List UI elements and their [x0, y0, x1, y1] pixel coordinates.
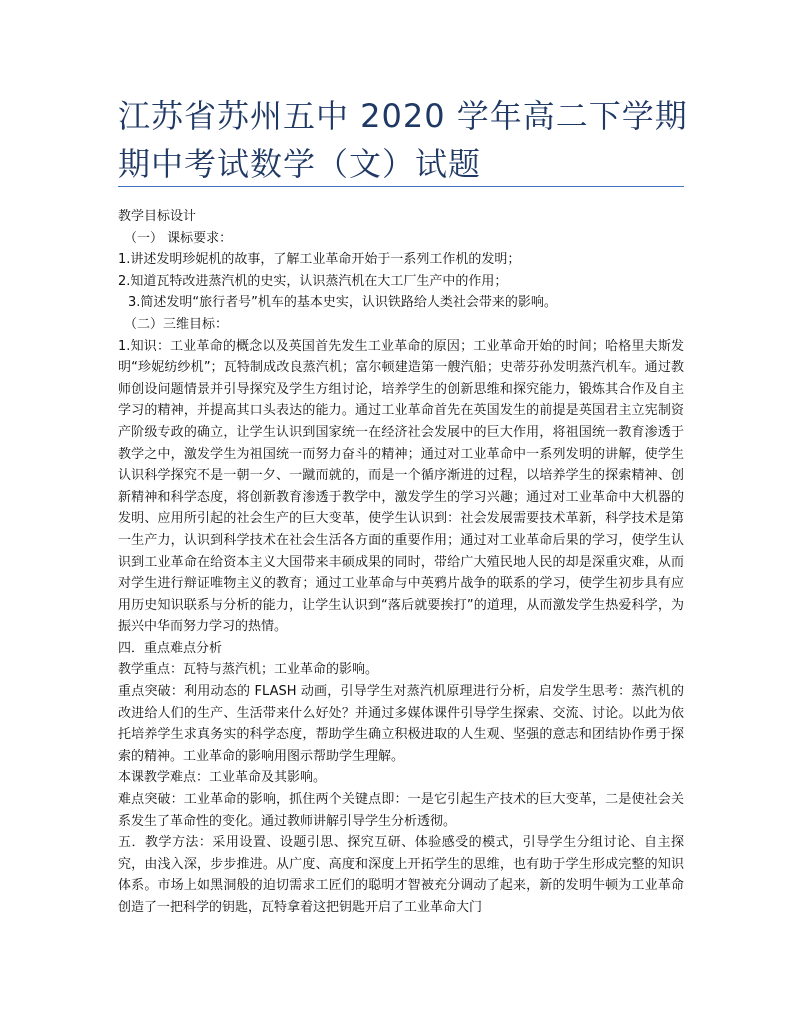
paragraph: 教学目标设计	[118, 209, 197, 224]
paragraph: （二）三维目标：	[124, 316, 229, 332]
document-body	[118, 206, 684, 919]
paragraph: 重点突破：利用动态的 FLASH 动画，引导学生对蒸汽机原理进行分析，启发学生思考：蒸汽机的改进给人们的生产、生活带来什么好处？并通过多媒体课件引导学生探索、交流、讨论。以此为依托培养学生求真务实的科学态度，帮助学生确立积极进取的人生观、坚强的意志和团结协作勇于探索的精神。工业革命的影响用图示帮助学生理解。	[118, 684, 684, 764]
title-divider	[118, 186, 684, 187]
paragraph: （一） 课标要求：	[124, 230, 233, 246]
paragraph: 3.简述发明“旅行者号”机车的基本史实，认识铁路给人类社会带来的影响。	[128, 295, 557, 311]
paragraph: 1.讲述发明珍妮机的故事，了解工业革命开始于一系列工作机的发明；	[118, 252, 521, 268]
paragraph: 本课教学难点：工业革命及其影响。	[118, 770, 327, 786]
paragraph: 1.知识：工业革命的概念以及英国首先发生工业革命的原因；工业革命开始的时间；哈格里夫斯发明“珍妮纺纱机”；瓦特制成改良蒸汽机；富尔顿建造第一艘汽船；史蒂芬孙发明蒸汽机车。通过教师创设问题情景并引导探究及学生方组讨论，培养学生的创新思维和探究能力，锻炼其合作及自主学习的精神，并提高其口头表达的能力。通过工业革命首先在英国发生的前提是英国君主立宪制资产阶级专政的确立，让学生认识到国家统一在经济社会发展中的巨大作用，将祖国统一教育渗透于教学之中，激发学生为祖国统一而努力奋斗的精神；通过对工业革命中一系列发明的讲解，使学生认识科学探究不是一朝一夕、一蹴而就的，而是一个循序渐进的过程，以培养学生的探索精神、创新精神和科学态度，将创新教育渗透于教学中，激发学生的学习兴趣；通过对工业革命中大机器的发明、应用所引起的社会生产的巨大变革，使学生认识到：社会发展需要技术革新，科学技术是第一生产力，认识到科学技术在社会生活各方面的重要作用；通过对工业革命后果的学习，使学生认识到工业革命在给资本主义大国带来丰硕成果的同时，带给广大殖民地人民的却是深重灾难，从而对学生进行辩证唯物主义的教育；通过工业革命与中英鸦片战争的联系的学习，使学生初步具有应用历史知识联系与分析的能力，让学生认识到“落后就要挨打”的道理，从而激发学生热爱科学，为振兴中华而努力学习的热情。	[118, 338, 684, 635]
document-title: 江苏省苏州五中 2020 学年高二下学期期中考试数学（文）试题	[118, 97, 688, 183]
paragraph: 2.知道瓦特改进蒸汽机的史实，认识蒸汽机在大工厂生产中的作用；	[118, 273, 508, 289]
paragraph: 五．教学方法：采用设置、设题引思、探究互研、体验感受的模式，引导学生分组讨论、自主探究，由浅入深，步步推进。从广度、高度和深度上开拓学生的思维，也有助于学生形成完整的知识体系。市场上如黑洞般的迫切需求工匠们的聪明才智被充分调动了起来，新的发明牛顿为工业革命创造了一把科学的钥匙，瓦特拿着这把钥匙开启了工业革命大门	[118, 835, 684, 915]
paragraph: 教学重点：瓦特与蒸汽机；工业革命的影响。	[118, 662, 379, 678]
paragraph: 四．重点难点分析	[118, 640, 223, 656]
paragraph: 难点突破：工业革命的影响，抓住两个关键点即：一是它引起生产技术的巨大变革，二是使社会关系发生了革命性的变化。通过教师讲解引导学生分析透彻。	[118, 792, 684, 829]
